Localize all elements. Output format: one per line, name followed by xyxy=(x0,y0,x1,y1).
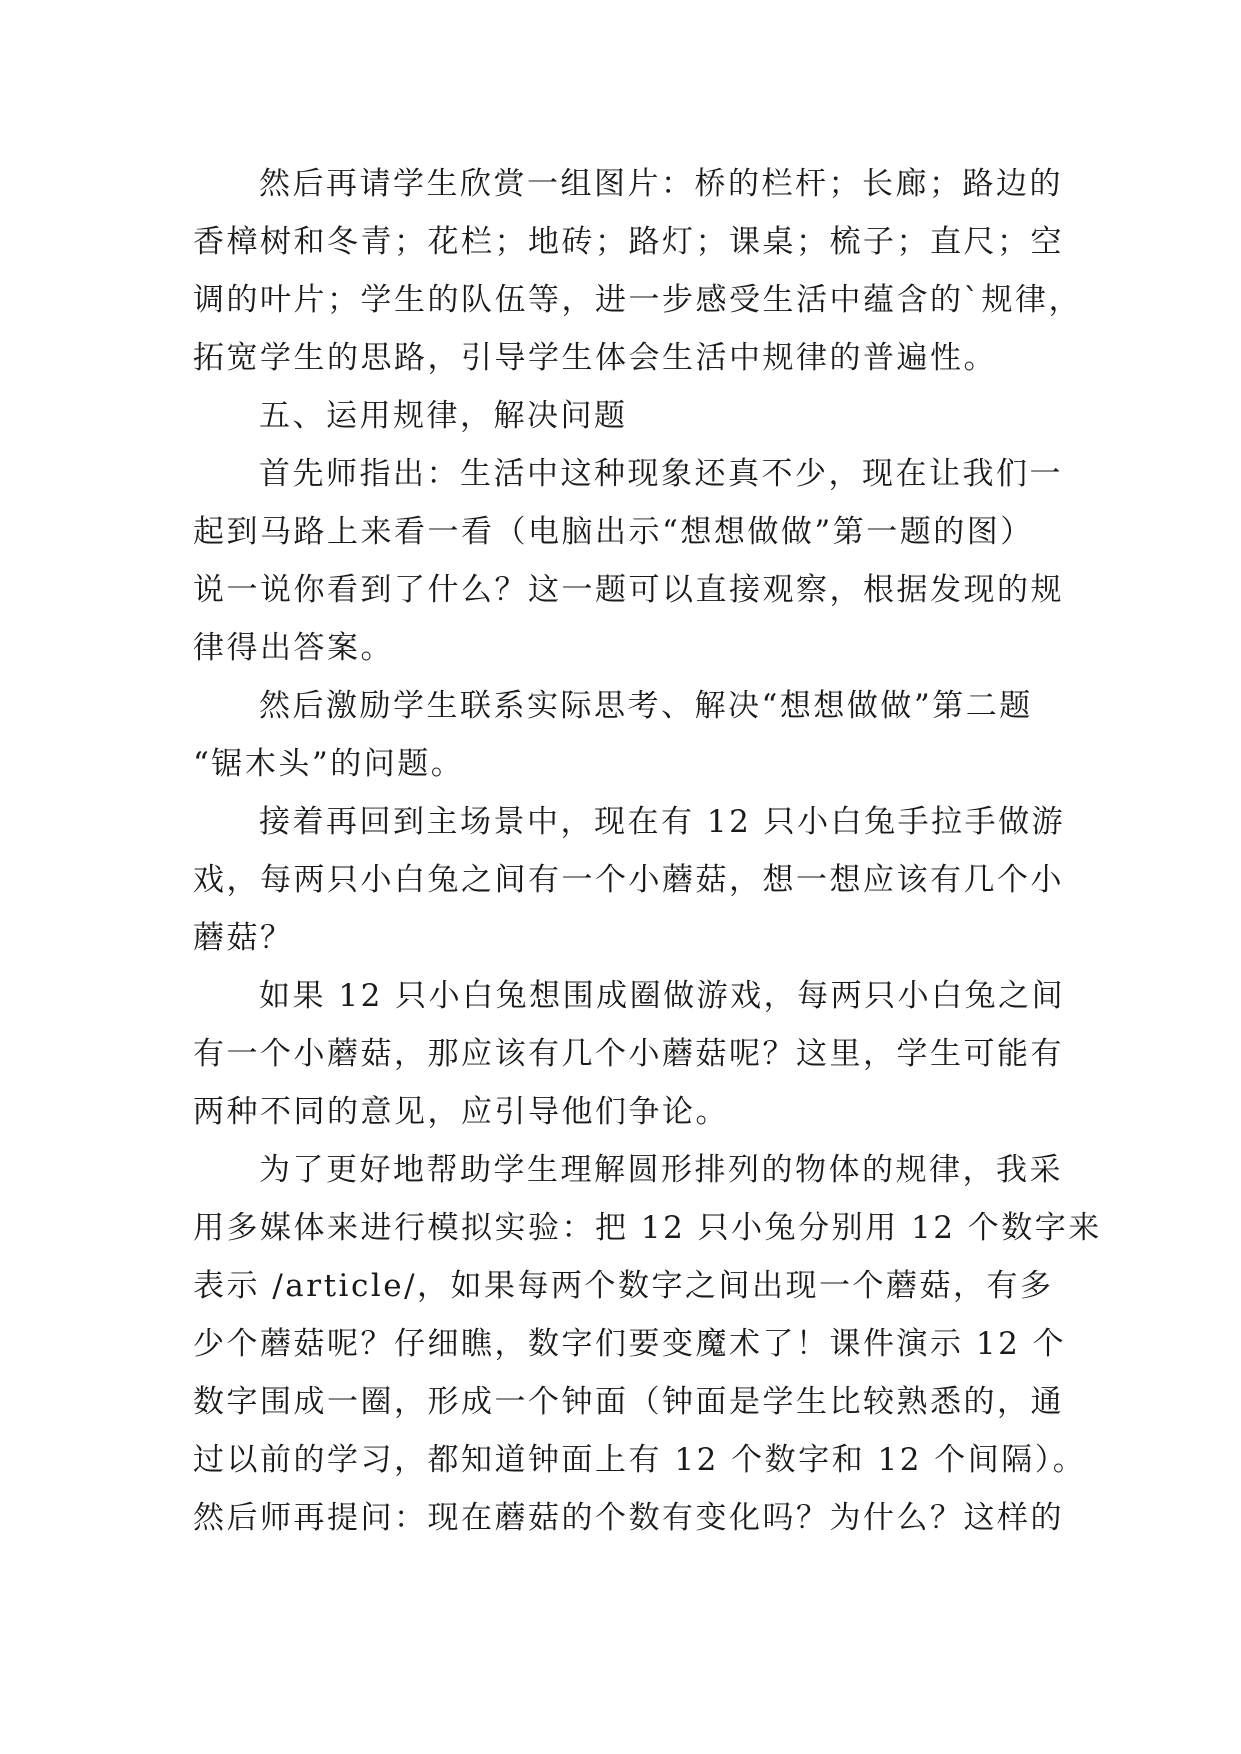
text-line: 表示 /article/，如果每两个数字之间出现一个蘑菇，有多 xyxy=(193,1268,1054,1304)
text-line: 香樟树和冬青；花栏；地砖；路灯；课桌；梳子；直尺；空 xyxy=(193,224,1064,260)
text-line: 调的叶片；学生的队伍等，进一步感受生活中蕴含的`规律， xyxy=(193,282,1082,318)
text-line: 律得出答案。 xyxy=(193,630,394,666)
text-line: 起到马路上来看一看（电脑出示“想想做做”第一题的图） xyxy=(193,514,1034,550)
text-line: 为了更好地帮助学生理解圆形排列的物体的规律，我采 xyxy=(259,1152,1063,1188)
text-line: 说一说你看到了什么？这一题可以直接观察，根据发现的规 xyxy=(193,572,1064,608)
text-line: 然后再请学生欣赏一组图片：桥的栏杆；长廊；路边的 xyxy=(259,166,1063,202)
text-line: 有一个小蘑菇，那应该有几个小蘑菇呢？这里，学生可能有 xyxy=(193,1036,1064,1072)
text-line: 过以前的学习，都知道钟面上有 12 个数字和 12 个间隔）。 xyxy=(193,1442,1087,1478)
text-line: 首先师指出：生活中这种现象还真不少，现在让我们一 xyxy=(259,456,1063,492)
text-line: 然后师再提问：现在蘑菇的个数有变化吗？为什么？这样的 xyxy=(193,1500,1064,1536)
text-line: 蘑菇？ xyxy=(193,920,294,956)
text-line: 少个蘑菇呢？仔细瞧，数字们要变魔术了！课件演示 12 个 xyxy=(193,1326,1067,1362)
text-line: 如果 12 只小白兔想围成圈做游戏，每两只小白兔之间 xyxy=(259,978,1066,1014)
text-line: 拓宽学生的思路，引导学生体会生活中规律的普遍性。 xyxy=(193,340,997,376)
text-line: 两种不同的意见，应引导他们争论。 xyxy=(193,1094,729,1130)
text-line: 用多媒体来进行模拟实验：把 12 只小兔分别用 12 个数字来 xyxy=(193,1210,1102,1246)
text-line: “锯木头”的问题。 xyxy=(193,746,465,782)
text-line: 然后激励学生联系实际思考、解决“想想做做”第二题 xyxy=(259,688,1033,724)
text-line: 五、运用规律，解决问题 xyxy=(259,398,628,434)
document-body xyxy=(193,155,1102,1547)
text-line: 戏，每两只小白兔之间有一个小蘑菇，想一想应该有几个小 xyxy=(193,862,1064,898)
text-line: 数字围成一圈，形成一个钟面（钟面是学生比较熟悉的，通 xyxy=(193,1384,1064,1420)
text-line: 接着再回到主场景中，现在有 12 只小白兔手拉手做游 xyxy=(259,804,1066,840)
